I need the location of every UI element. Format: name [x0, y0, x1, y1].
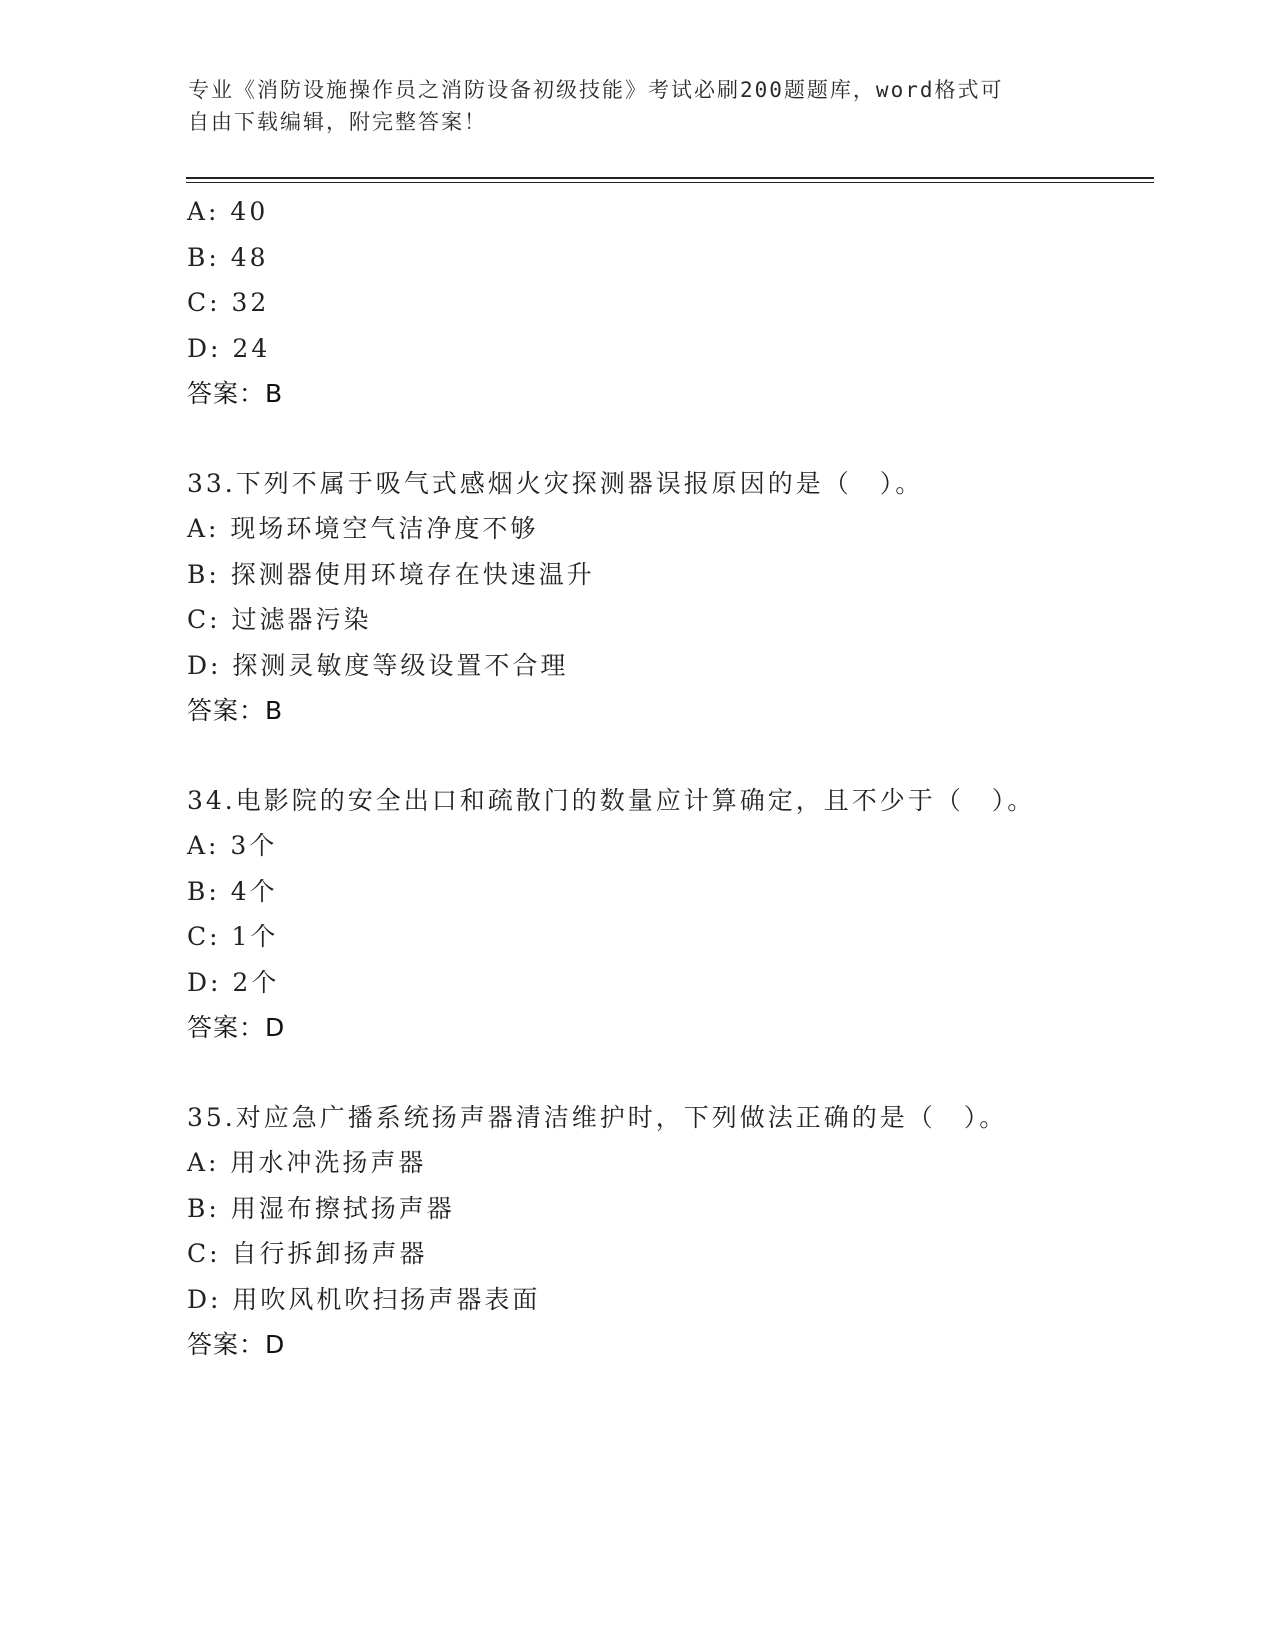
question-text: 34.电影院的安全出口和疏散门的数量应计算确定，且不少于（ ）。 — [187, 785, 1036, 815]
question-33 — [187, 461, 1147, 734]
option-c: C: 32 — [187, 288, 270, 317]
question-34 — [187, 778, 1147, 1051]
option-a: A: 现场环境空气洁净度不够 — [187, 514, 539, 543]
option-c: C: 1个 — [187, 922, 279, 951]
question-32-continued — [187, 189, 1147, 417]
option-d: D: 2个 — [187, 967, 280, 997]
option-b: B: 用湿布擦拭扬声器 — [187, 1193, 455, 1223]
question-list — [187, 189, 1147, 1368]
option-c: C: 过滤器污染 — [187, 605, 372, 634]
option-d: D: 探测灵敏度等级设置不合理 — [187, 650, 569, 680]
document-header — [188, 74, 1068, 138]
question-text: 35.对应急广播系统扬声器清洁维护时，下列做法正确的是（ ）。 — [187, 1102, 1008, 1132]
answer-line: 答案：B — [187, 696, 284, 725]
answer-line: 答案：D — [187, 1013, 286, 1042]
header-line-1: 专业《消防设施操作员之消防设备初级技能》考试必刷200题题库，word格式可 — [188, 78, 1004, 102]
header-line-2: 自由下载编辑，附完整答案！ — [188, 110, 487, 134]
option-a: A: 用水冲洗扬声器 — [187, 1148, 427, 1177]
answer-line: 答案：D — [187, 1330, 286, 1359]
option-d: D: 24 — [187, 333, 271, 363]
header-divider-thick — [186, 177, 1154, 179]
header-divider-thin — [186, 182, 1154, 183]
option-b: B: 探测器使用环境存在快速温升 — [187, 559, 595, 589]
answer-line: 答案：B — [187, 379, 284, 408]
option-b: B: 48 — [187, 242, 269, 272]
option-a: A: 40 — [187, 197, 269, 226]
option-a: A: 3个 — [187, 831, 278, 860]
question-text: 33.下列不属于吸气式感烟火灾探测器误报原因的是（ ）。 — [187, 468, 924, 498]
question-35 — [187, 1095, 1147, 1368]
option-d: D: 用吹风机吹扫扬声器表面 — [187, 1284, 541, 1314]
option-b: B: 4个 — [187, 876, 278, 906]
option-c: C: 自行拆卸扬声器 — [187, 1239, 428, 1268]
